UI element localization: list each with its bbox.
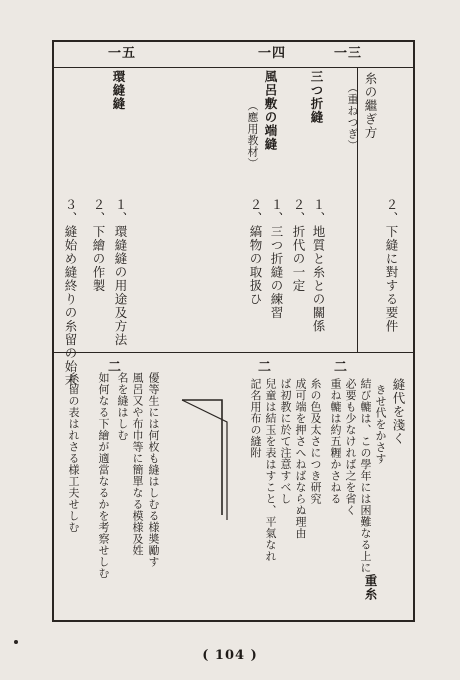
item-text: １、環縫縫の用途及方法 [113, 198, 128, 347]
note-text: ば初教に於て注意すべし [279, 378, 292, 505]
note-text: 結び轆は、この學年には困難なる上に [359, 378, 372, 574]
item-text: ２、折代の一定 [291, 198, 306, 293]
note-text: 風呂又や布巾等に簡單なる模様及姓 [131, 372, 144, 556]
section-number: 二 [108, 360, 123, 375]
topic-text: （應用教材） [246, 100, 259, 169]
divider [54, 67, 413, 68]
item-text: ２、縞物の取扱ひ [248, 198, 263, 306]
note-text: 名を縫はしむ [116, 372, 129, 441]
note-text: きせ代をかさす [374, 384, 387, 465]
note-text: 必要も少なければ之を省く [344, 378, 357, 516]
page-number: ( 104 ) [202, 648, 258, 663]
topic-text: 三つ折縫 [309, 70, 324, 124]
topic-text: （重ねつぎ） [346, 82, 359, 151]
section-number-15: 一五 [108, 46, 137, 61]
note-text: 兒童は結玉を表はすこと、平氣なれ [264, 378, 277, 562]
margin-mark [14, 640, 18, 644]
item-text: １、地質と糸との關係 [311, 198, 326, 333]
note-text: 優等生には何枚も縫はしむる様奬勵す [147, 372, 160, 568]
section-number-13: 一三 [334, 46, 363, 61]
note-label: 重糸 [363, 574, 378, 601]
item-text: ２、下縫に對する要件 [384, 198, 399, 333]
section-number-14: 一四 [258, 46, 287, 61]
section-number: 二 [258, 360, 273, 375]
note-text: 縫代を淺く [391, 378, 406, 446]
fold-diagram [122, 380, 232, 520]
divider [54, 352, 413, 353]
item-text: ２、下繪の作製 [91, 198, 106, 293]
item-text: １、三つ折縫の練習 [269, 198, 284, 320]
note-text: 重ね轆は約五糎かさねる [329, 378, 342, 505]
section-number: 二 [334, 360, 349, 375]
topic-text: 風呂敷の端縫 [263, 70, 278, 151]
note-text: 如何なる下繪が適當なるかを考察せしむ [97, 372, 110, 579]
item-text: ３、縫始め縫終りの糸留の始末 [63, 198, 78, 387]
topic-text: 糸の繼ぎ方 [363, 72, 378, 140]
note-text: 成可端を押さへねばならぬ理由 [294, 378, 307, 539]
note-text: 糸留の表はれさる様工夫せしむ [67, 372, 80, 533]
note-text: 糸の色及太さにつき研究 [309, 378, 322, 505]
topic-text: 環縫縫 [111, 70, 126, 111]
note-text: 記名用布の縫附 [249, 378, 262, 459]
